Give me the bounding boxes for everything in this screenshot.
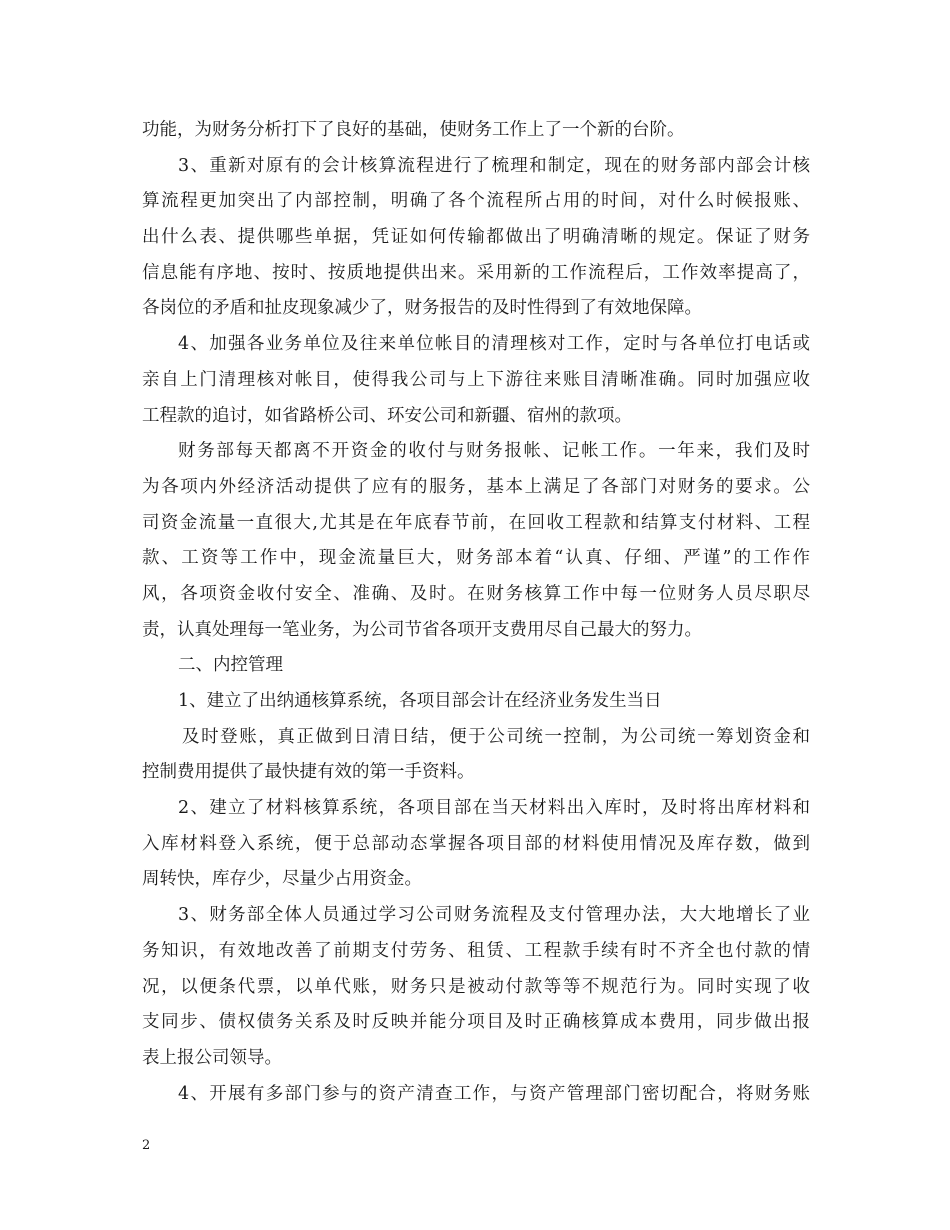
- text-line: 司资金流量一直很大,尤其是在年底春节前，在回收工程款和结算支付材料、工程: [142, 512, 810, 533]
- text-line: 2、建立了材料核算系统，各项目部在当天材料出入库时，及时将出库材料和: [178, 798, 810, 819]
- text-line: 4、开展有多部门参与的资产清查工作，与资产管理部门密切配合，将财务账: [178, 1083, 810, 1104]
- text-line: 1、建立了出纳通核算系统，各项目部会计在经济业务发生当日: [178, 691, 662, 711]
- text-line: 款、工资等工作中，现金流量巨大，财务部本着“认真、仔细、严谨”的工作作: [142, 548, 810, 569]
- text-line: 功能，为财务分析打下了良好的基础，使财务工作上了一个新的台阶。: [142, 120, 685, 140]
- text-line: 财务部每天都离不开资金的收付与财务报帐、记帐工作。一年来，我们及时: [178, 441, 810, 462]
- text-line: 及时登账，真正做到日清日结，便于公司统一控制，为公司统一筹划资金和: [182, 726, 810, 747]
- text-line: 3、财务部全体人员通过学习公司财务流程及支付管理办法，大大地增长了业: [178, 905, 810, 926]
- text-line: 入库材料登入系统，便于总部动态掌握各项目部的材料使用情况及库存数，做到: [142, 833, 810, 854]
- document-body: [142, 113, 810, 1112]
- text-line: 为各项内外经济活动提供了应有的服务，基本上满足了各部门对财务的要求。公: [142, 476, 810, 497]
- text-line: 责，认真处理每一笔业务，为公司节省各项开支费用尽自己最大的努力。: [142, 619, 702, 640]
- text-line: 出什么表、提供哪些单据，凭证如何传输都做出了明确清晰的规定。保证了财务: [142, 227, 810, 248]
- text-line: 表上报公司领导。: [142, 1047, 282, 1068]
- text-line: 况，以便条代票，以单代账，财务只是被动付款等等不规范行为。同时实现了收: [142, 976, 810, 997]
- text-line: 支同步、债权债务关系及时反映并能分项目及时正确核算成本费用，同步做出报: [142, 1012, 810, 1033]
- text-line: 周转快，库存少，尽量少占用资金。: [142, 869, 422, 890]
- text-line: 控制费用提供了最快捷有效的第一手资料。: [142, 762, 475, 783]
- section-heading: 二、内控管理: [178, 655, 283, 676]
- text-line: 算流程更加突出了内部控制，明确了各个流程所占用的时间，对什么时候报账、: [142, 191, 810, 212]
- text-line: 工程款的追讨，如省路桥公司、环安公司和新疆、宿州的款项。: [142, 405, 632, 426]
- text-line: 务知识，有效地改善了前期支付劳务、租赁、工程款手续有时不齐全也付款的情: [142, 940, 810, 961]
- text-line: 3、重新对原有的会计核算流程进行了梳理和制定，现在的财务部内部会计核: [178, 155, 810, 176]
- text-line: 风，各项资金收付安全、准确、及时。在财务核算工作中每一位财务人员尽职尽: [142, 583, 810, 604]
- text-line: 4、加强各业务单位及往来单位帐目的清理核对工作，定时与各单位打电话或: [178, 334, 810, 355]
- text-line: 各岗位的矛盾和扯皮现象减少了，财务报告的及时性得到了有效地保障。: [142, 298, 702, 319]
- text-line: 亲自上门清理核对帐目，使得我公司与上下游往来账目清晰准确。同时加强应收: [142, 369, 810, 390]
- text-line: 信息能有序地、按时、按质地提供出来。采用新的工作流程后，工作效率提高了，: [142, 262, 810, 283]
- page-number: 2: [142, 1138, 151, 1153]
